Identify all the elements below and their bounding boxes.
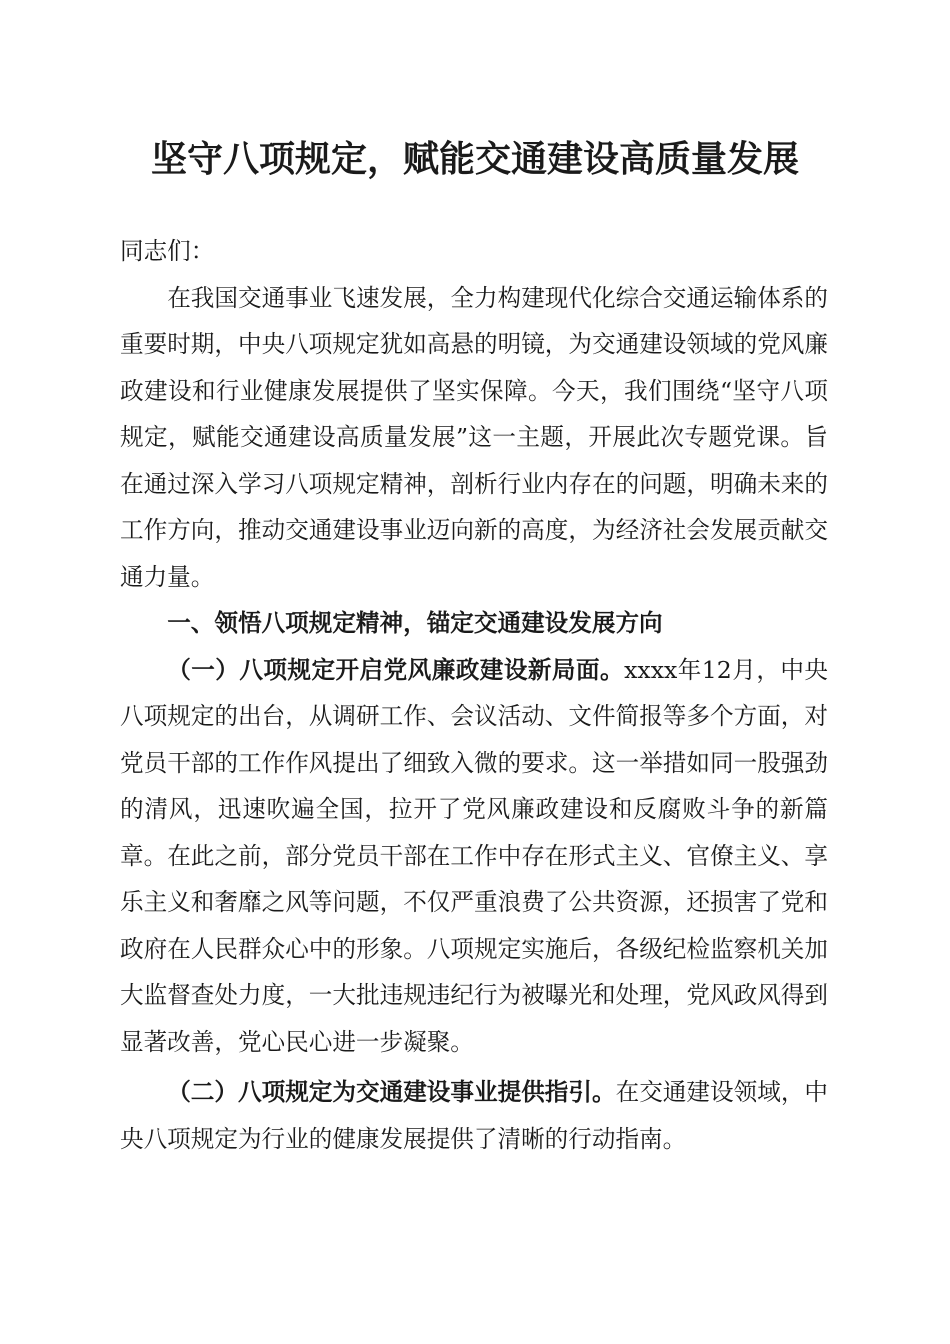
salutation: 同志们： xyxy=(120,237,215,265)
subsection-1-body: xxxx年12月，中央八项规定的出台，从调研工作、会议活动、文件简报等多个方面，对党员干部的工作作风提出了细致入微的要求。这一举措如同一股强劲的清风，迅速吹遍全国，拉开了党风廉政建设和反腐败斗争的新篇章。在此之前，部分党员干部在工作中存在形式主义、官僚主义、享乐主义和奢靡之风等问题，不仅严重浪费了公共资源，还损害了党和政府在人民群众心中的形象。八项规定实施后，各级纪检监察机关加大监督查处力度，一大批违规违纪行为被曝光和处理，党风政风得到显著改善，党心民心进一步凝聚。 xyxy=(120,655,829,1056)
document-body xyxy=(120,228,828,1162)
subsection-2-body: 在交通建设领域，中央八项规定为行业的健康发展提供了清晰的行动指南。 xyxy=(120,1078,829,1153)
intro-paragraph: 在我国交通事业飞速发展，全力构建现代化综合交通运输体系的重要时期，中央八项规定犹如高悬的明镜，为交通建设领域的党风廉政建设和行业健康发展提供了坚实保障。今天，我们围绕“坚守八项规定，赋能交通建设高质量发展”这一主题，开展此次专题党课。旨在通过深入学习八项规定精神，剖析行业内存在的问题，明确未来的工作方向，推动交通建设事业迈向新的高度，为经济社会发展贡献交通力量。 xyxy=(120,283,828,591)
subsection-2-heading: （二）八项规定为交通建设事业提供指引。 xyxy=(167,1078,616,1106)
subsection-2-paragraph xyxy=(120,1069,828,1162)
section-heading-1: 一、领悟八项规定精神，锚定交通建设发展方向 xyxy=(167,609,663,637)
subsection-1-heading: （一）八项规定开启党风廉政建设新局面。 xyxy=(167,655,625,684)
document-title: 坚守八项规定，赋能交通建设高质量发展 xyxy=(150,138,799,180)
subsection-1-paragraph xyxy=(120,647,828,1066)
